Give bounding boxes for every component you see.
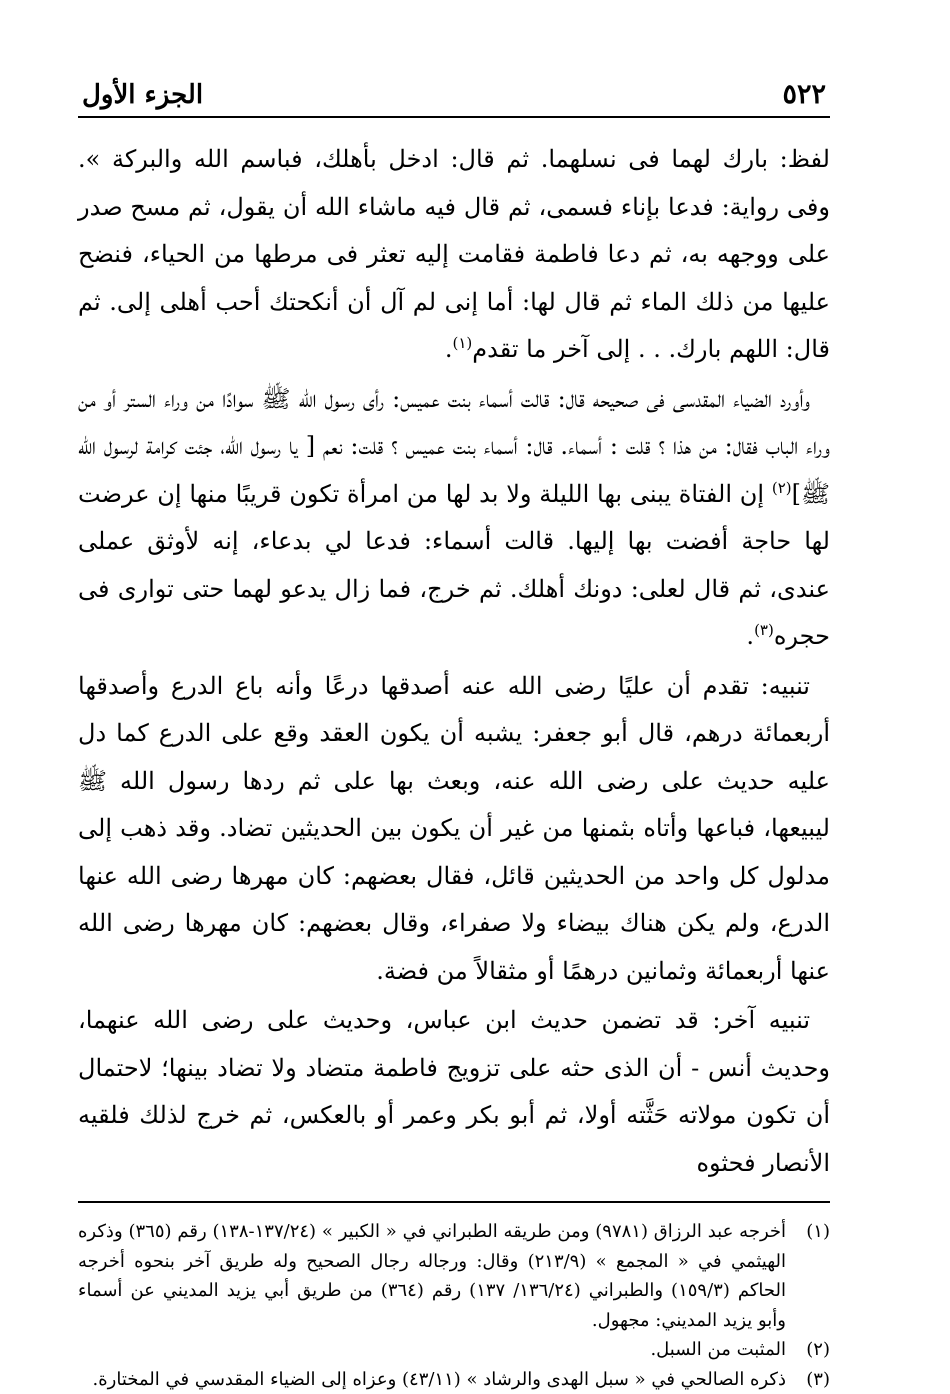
paragraph-1-text: لفظ: بارك لهما فى نسلهما. ثم قال: ادخل بأهلك، فباسم الله والبركة ». وفى رواية: فدعا بإناء فسمى، ثم قال فيه ماشاء الله أن يقول، ثم مسح صدر على ووجهه به، ثم دعا فاطمة فقامت إليه تعثر فى مرطها من الحياء، فنضح عليها من ذلك الماء ثم قال لها: أما إنى لم آل أن أنكحتك أحب أهلى إلى. ثم قال: اللهم بارك. . . إلى آخر ما تقدم <box>78 145 830 363</box>
main-text <box>78 136 830 1187</box>
paragraph-3 <box>78 663 830 996</box>
footnote-1 <box>78 1217 830 1335</box>
footnote-3 <box>78 1365 830 1394</box>
paragraph-2-text: وأورد الضياء المقدسى فى صحيحه قال: قالت أسماء بنت عميس: رأى رسول الله ﷺ سوادًا من وراء الستر أو من وراء الباب فقال: من هذا ؟ قلت : أسماء. قال: أسماء بنت عميس ؟ قلت: نعم [ يا رسول الله، جئت كرامة لرسول الله ﷺ] <box>78 385 830 508</box>
footnote-3-number: (٣) <box>786 1365 830 1394</box>
footnote-1-number: (١) <box>786 1217 830 1335</box>
paragraph-1-tail: . <box>445 335 453 363</box>
footnote-ref-1: (١) <box>452 334 472 352</box>
paragraph-3-text: تنبيه: تقدم أن عليًا رضى الله عنه أصدقها درعًا وأنه باع الدرع وأصدقها أربعمائة درهم، قال أبو جعفر: يشبه أن يكون العقد وقع على الدرع كما دل عليه حديث على رضى الله عنه، وبعث بها على ثم ردها رسول الله ﷺ ليبيعها، فباعها وأتاه بثمنها من غير أن يكون بين الحديثين تضاد. وقد ذهب إلى مدلول كل واحد من الحديثين قائل، فقال بعضهم: كان مهرها رضى الله عنها الدرع، ولم يكن هناك بيضاء ولا صفراء، وقال بعضهم: كان مهرها رضى الله عنها أربعمائة وثمانين درهمًا أو مثقالاً من فضة. <box>78 672 830 985</box>
paragraph-2-tail: . <box>746 622 754 650</box>
footnotes <box>78 1217 830 1394</box>
footnote-rule <box>78 1201 830 1203</box>
page-header <box>78 70 830 116</box>
footnote-ref-2: (٢) <box>772 479 792 497</box>
paragraph-2-continued: إن الفتاة يبنى بها الليلة ولا بد لها من امرأة تكون قريبًا منها إن عرضت لها حاجة أفضت بها إليها. قالت أسماء: فدعا لي بدعاء، إنه لأوثق عملى عندى، ثم قال لعلى: دونك أهلك. ثم خرج، فما زال يدعو لهما حتى توارى فى حجره <box>78 480 830 651</box>
header-rule <box>78 116 830 118</box>
footnote-2-text: المثبت من السبل. <box>78 1335 786 1365</box>
paragraph-2 <box>78 376 830 661</box>
paragraph-1 <box>78 136 830 374</box>
footnote-1-text: أخرجه عبد الرزاق (٩٧٨١) ومن طريقه الطبراني في « الكبير » (١٣٧/٢٤-١٣٨) رقم (٣٦٥) وذكره الهيثمي في « المجمع » (٢١٣/٩) وقال: ورجاله رجال الصحيح وله طريق آخر بنحوه أخرجه الحاكم (١٥٩/٣) والطبراني (١٣٦/٢٤/ ١٣٧) رقم (٣٦٤) من طريق أبي يزيد المديني عن أسماء وأبو يزيد المديني: مجهول. <box>78 1217 786 1335</box>
footnote-3-text: ذكره الصالحي في « سبل الهدى والرشاد » (٤٣/١١) وعزاه إلى الضياء المقدسي في المختارة. <box>78 1365 786 1394</box>
paragraph-4 <box>78 997 830 1187</box>
book-page <box>78 70 830 1394</box>
running-title: الجزء الأول <box>82 80 203 110</box>
footnote-2 <box>78 1335 830 1365</box>
footnote-ref-3: (٣) <box>754 621 774 639</box>
page-number: ٥٢٢ <box>782 79 826 110</box>
paragraph-4-text: تنبيه آخر: قد تضمن حديث ابن عباس، وحديث على رضى الله عنهما، وحديث أنس - أن الذى حثه على تزويج فاطمة متضاد ولا تضاد بينها؛ لاحتمال أن تكون مولاته حَثَّته أولا، ثم أبو بكر وعمر أو بالعكس، ثم خرج لذلك فلقيه الأنصار فحثوه <box>78 1006 830 1177</box>
footnote-2-number: (٢) <box>786 1335 830 1365</box>
